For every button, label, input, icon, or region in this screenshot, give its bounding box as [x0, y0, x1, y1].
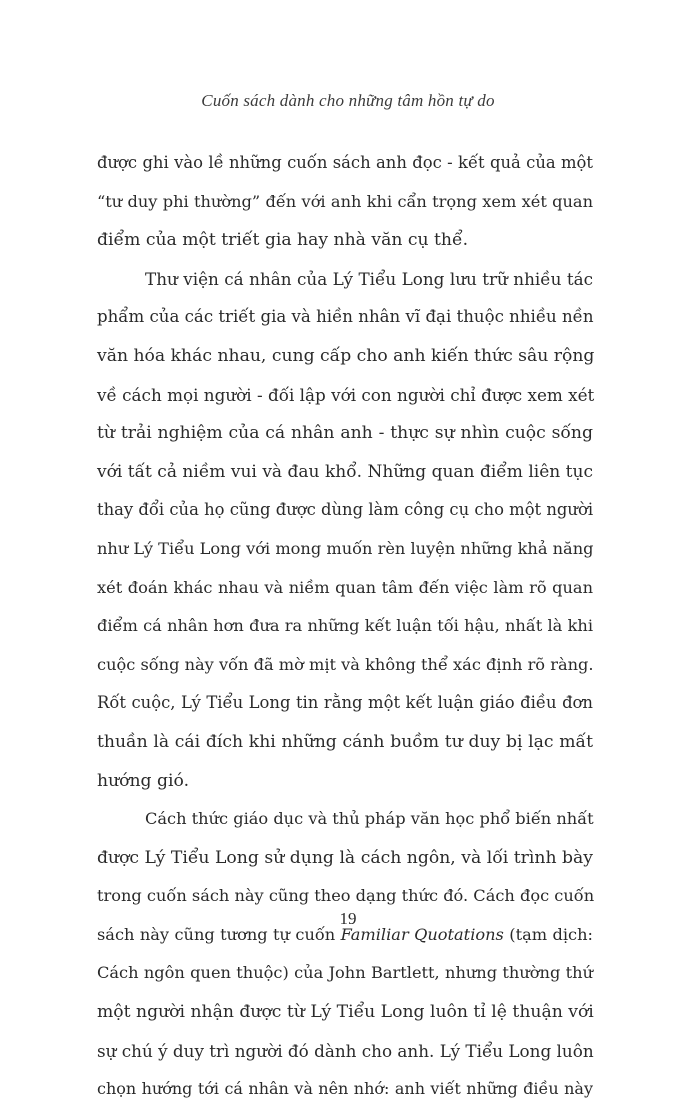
text-line: Thư viện cá nhân của Lý Tiểu Long lưu trữ nhiều tác — [145, 268, 593, 289]
text-line: hướng gió. — [97, 770, 190, 791]
text-fragment: (tạm dịch: — [509, 924, 593, 944]
text-line: xét đoán khác nhau và niềm quan tâm đến việc làm rõ quan — [97, 577, 593, 597]
text-line: được ghi vào lề những cuốn sách anh đọc - kết quả của một — [97, 153, 593, 172]
text-line: được Lý Tiểu Long sử dụng là cách ngôn, và lối trình bày — [97, 847, 593, 868]
body-text — [97, 144, 593, 1109]
book-title: Familiar Quotations — [340, 924, 504, 944]
text-line: thuần là cái đích khi những cánh buồm tư duy bị lạc mất — [97, 731, 593, 752]
text-line: từ trải nghiệm của cá nhân anh - thực sự nhìn cuộc sống — [97, 423, 593, 444]
text-line: trong cuốn sách này cũng theo dạng thức đó. Cách đọc cuốn — [97, 886, 595, 906]
text-line: “tư duy phi thường” đến với anh khi cẩn trọng xem xét quan — [97, 191, 593, 211]
page-number: 19 — [339, 909, 357, 928]
text-line: như Lý Tiểu Long với mong muốn rèn luyện những khả năng — [97, 538, 594, 558]
text-line: cuộc sống này vốn đã mờ mịt và không thể xác định rõ ràng. — [97, 654, 594, 674]
text-line: thay đổi của họ cũng được dùng làm công cụ cho một người — [97, 500, 594, 520]
text-line: điểm cá nhân hơn đưa ra những kết luận tối hậu, nhất là khi — [97, 616, 593, 636]
text-line: một người nhận được từ Lý Tiểu Long luôn tỉ lệ thuận với — [97, 1002, 594, 1023]
text-line: điểm của một triết gia hay nhà văn cụ thể. — [97, 230, 469, 251]
running-header: Cuốn sách dành cho những tâm hồn tự do — [201, 91, 495, 110]
text-line: phẩm của các triết gia và hiền nhân vĩ đại thuộc nhiều nền — [97, 307, 594, 327]
text-fragment: sách này cũng tương tự cuốn — [97, 924, 341, 944]
text-line: sự chú ý duy trì người đó dành cho anh. Lý Tiểu Long luôn — [97, 1040, 594, 1061]
text-line: Cách ngôn quen thuộc) của John Bartlett, nhưng thường thứ — [97, 963, 593, 983]
text-line: về cách mọi người - đối lập với con người chỉ được xem xét — [97, 384, 595, 405]
text-line: chọn hướng tới cá nhân và nên nhớ: anh viết những điều này — [97, 1079, 593, 1099]
text-line: với tất cả niềm vui và đau khổ. Những quan điểm liên tục — [97, 461, 593, 482]
text-line: văn hóa khác nhau, cung cấp cho anh kiến thức sâu rộng — [97, 345, 595, 366]
text-line: Cách thức giáo dục và thủ pháp văn học phổ biến nhất — [145, 809, 594, 829]
text-line: Rốt cuộc, Lý Tiểu Long tin rằng một kết luận giáo điều đơn — [97, 693, 593, 713]
